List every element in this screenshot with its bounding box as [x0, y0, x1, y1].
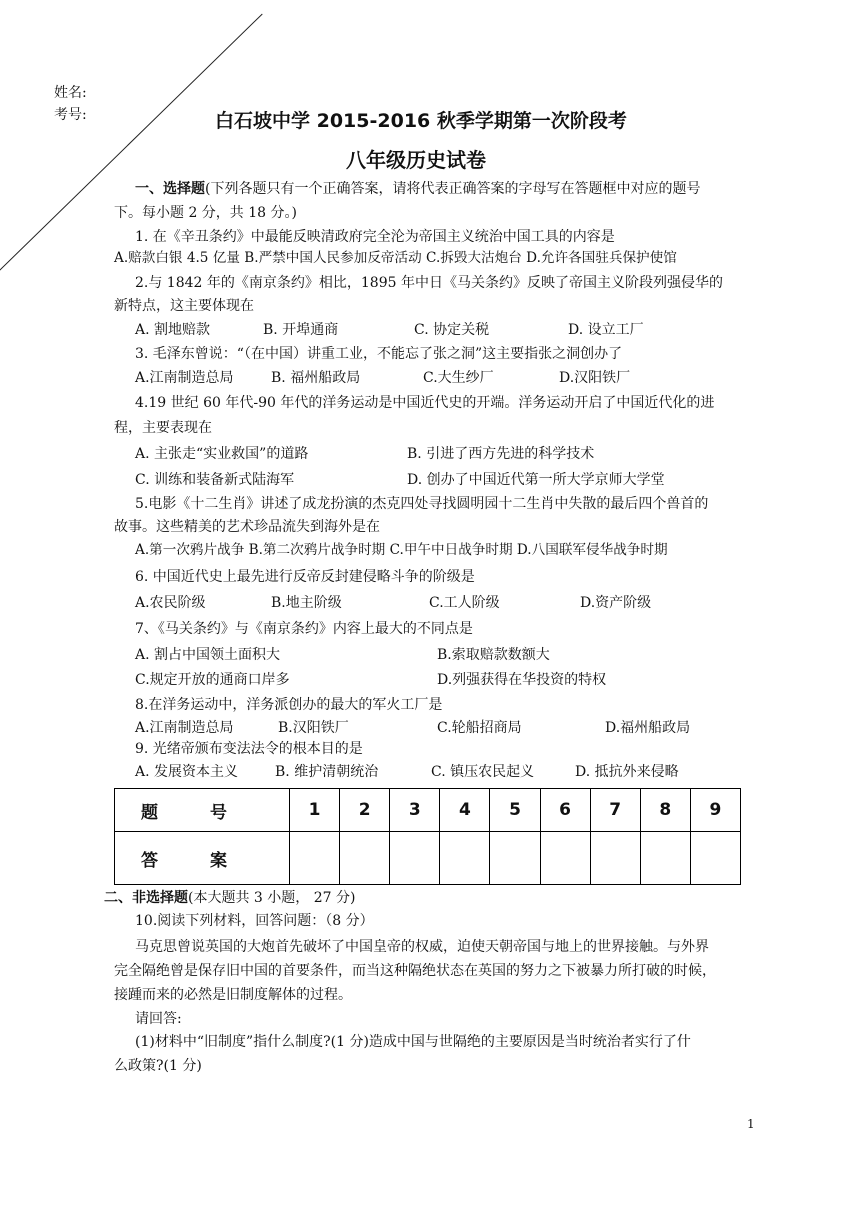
- question-number-cell: 2: [340, 789, 390, 832]
- question-number-cell: 7: [590, 789, 640, 832]
- q7-option-b: B.索取赔款数额大: [437, 647, 550, 663]
- page-number: 1: [747, 1117, 755, 1131]
- q3-option-c: C.大生纱厂: [423, 370, 494, 386]
- q1-stem: 1. 在《辛丑条约》中最能反映清政府完全沦为帝国主义统治中国工具的内容是: [135, 229, 615, 245]
- q9-option-d: D. 抵抗外来侵略: [575, 764, 679, 780]
- answer-cell[interactable]: [390, 832, 440, 885]
- q2-stem-line2: 新特点，这主要体现在: [114, 298, 254, 314]
- q8-stem: 8.在洋务运动中，洋务派创办的最大的军火工厂是: [135, 697, 443, 713]
- q6-stem: 6. 中国近代史上最先进行反帝反封建侵略斗争的阶级是: [135, 569, 475, 585]
- section1-heading: 一、选择题: [135, 181, 205, 197]
- q2-stem-line1: 2.与 1842 年的《南京条约》相比，1895 年中日《马关条约》反映了帝国主义阶段列强侵华的: [135, 275, 723, 291]
- q8-option-c: C.轮船招商局: [437, 720, 522, 736]
- q2-option-c: C. 协定关税: [414, 322, 490, 338]
- answer-cell[interactable]: [490, 832, 540, 885]
- q6-option-c: C.工人阶级: [429, 595, 500, 611]
- answer-cell[interactable]: [540, 832, 590, 885]
- section1-instruction-line1: (下列各题只有一个正确答案，请将代表正确答案的字母写在答题框中对应的题号: [205, 181, 701, 197]
- question-number-cell: 9: [690, 789, 740, 832]
- q3-stem: 3. 毛泽东曾说：“（在中国）讲重工业，不能忘了张之洞”这主要指张之洞创办了: [135, 346, 623, 362]
- q7-option-c: C.规定开放的通商口岸多: [135, 672, 290, 688]
- q3-option-b: B. 福州船政局: [271, 370, 361, 386]
- q9-option-c: C. 镇压农民起义: [431, 764, 535, 780]
- answer-cell[interactable]: [440, 832, 490, 885]
- q4-option-c: C. 训练和装备新式陆海军: [135, 472, 295, 488]
- q10-material-line3: 接踵而来的必然是旧制度解体的过程。: [114, 987, 352, 1003]
- q4-option-b: B. 引进了西方先进的科学技术: [407, 446, 595, 462]
- question-number-header: 题 号: [115, 789, 290, 832]
- section1-instructions: [135, 182, 700, 196]
- exam-number-label: 考号:: [54, 107, 87, 123]
- section2-header: [104, 891, 355, 905]
- q10-sub1-line1: (1)材料中“旧制度”指什么制度?(1 分)造成中国与世隔绝的主要原因是当时统治者实行了什: [135, 1034, 691, 1050]
- q3-option-a: A.江南制造总局: [135, 370, 234, 386]
- q2-option-b: B. 开埠通商: [263, 322, 339, 338]
- q6-option-a: A.农民阶级: [135, 595, 206, 611]
- question-number-cell: 5: [490, 789, 540, 832]
- q6-option-b: B.地主阶级: [271, 595, 342, 611]
- answer-table: [114, 788, 741, 885]
- answer-cell[interactable]: [340, 832, 390, 885]
- answer-cell[interactable]: [590, 832, 640, 885]
- q10-material-line1: 马克思曾说英国的大炮首先破坏了中国皇帝的权威，迫使天朝帝国与地上的世界接触。与外界: [135, 939, 709, 955]
- answer-cell[interactable]: [290, 832, 340, 885]
- q10-answer-prompt: 请回答:: [135, 1011, 182, 1027]
- question-number-cell: 1: [290, 789, 340, 832]
- q5-stem-line2: 故事。这些精美的艺术珍品流失到海外是在: [114, 519, 380, 535]
- question-number-cell: 3: [390, 789, 440, 832]
- q8-option-a: A.江南制造总局: [135, 720, 234, 736]
- q5-stem-line1: 5.电影《十二生肖》讲述了成龙扮演的杰克四处寻找圆明园十二生肖中失散的最后四个兽首的: [135, 496, 709, 512]
- exam-subtitle: 八年级历史试卷: [346, 148, 486, 172]
- q7-option-a: A. 割占中国领土面积大: [135, 647, 281, 663]
- q9-option-a: A. 发展资本主义: [135, 764, 239, 780]
- q7-stem: 7、《马关条约》与《南京条约》内容上最大的不同点是: [135, 621, 473, 637]
- q10-material-line2: 完全隔绝曾是保存旧中国的首要条件，而当这种隔绝状态在英国的努力之下被暴力所打破的时候，: [114, 963, 716, 979]
- q3-option-d: D.汉阳铁厂: [559, 370, 631, 386]
- q4-option-a: A. 主张走“实业救国”的道路: [135, 446, 309, 462]
- q10-sub1-line2: 么政策?(1 分): [114, 1058, 202, 1074]
- q2-option-d: D. 设立工厂: [568, 322, 644, 338]
- q4-option-d: D. 创办了中国近代第一所大学京师大学堂: [407, 472, 665, 488]
- q8-option-b: B.汉阳铁厂: [278, 720, 349, 736]
- q8-option-d: D.福州船政局: [605, 720, 691, 736]
- exam-title: 白石坡中学 2015-2016 秋季学期第一次阶段考: [215, 110, 627, 132]
- answer-cell[interactable]: [640, 832, 690, 885]
- q9-option-b: B. 维护清朝统治: [275, 764, 379, 780]
- q10-stem: 10.阅读下列材料，回答问题：（8 分）: [135, 913, 374, 929]
- q7-option-d: D.列强获得在华投资的特权: [437, 672, 607, 688]
- question-number-cell: 8: [640, 789, 690, 832]
- q5-options: A.第一次鸦片战争 B.第二次鸦片战争时期 C.甲午中日战争时期 D.八国联军侵华战争时期: [135, 542, 668, 558]
- section2-note: (本大题共 3 小题， 27 分): [188, 890, 356, 906]
- answer-header: 答 案: [115, 832, 290, 885]
- q4-stem-line1: 4.19 世纪 60 年代-90 年代的洋务运动是中国近代史的开端。洋务运动开启了中国近代化的进: [135, 395, 715, 411]
- q6-option-d: D.资产阶级: [580, 595, 652, 611]
- answer-table-answer-row: [115, 832, 741, 885]
- q1-options: A.赔款白银 4.5 亿量 B.严禁中国人民参加反帝活动 C.拆毁大沽炮台 D.允许各国驻兵保护使馆: [114, 250, 677, 266]
- q4-stem-line2: 程，主要表现在: [114, 420, 212, 436]
- q9-stem: 9. 光绪帝颁布变法法令的根本目的是: [135, 741, 363, 757]
- section2-heading: 二、非选择题: [104, 890, 188, 906]
- section1-instruction-line2: 下。每小题 2 分，共 18 分。): [114, 205, 297, 221]
- answer-cell[interactable]: [690, 832, 740, 885]
- question-number-cell: 4: [440, 789, 490, 832]
- question-number-cell: 6: [540, 789, 590, 832]
- q2-option-a: A. 割地赔款: [135, 322, 211, 338]
- answer-table-number-row: [115, 789, 741, 832]
- name-label: 姓名:: [54, 85, 87, 101]
